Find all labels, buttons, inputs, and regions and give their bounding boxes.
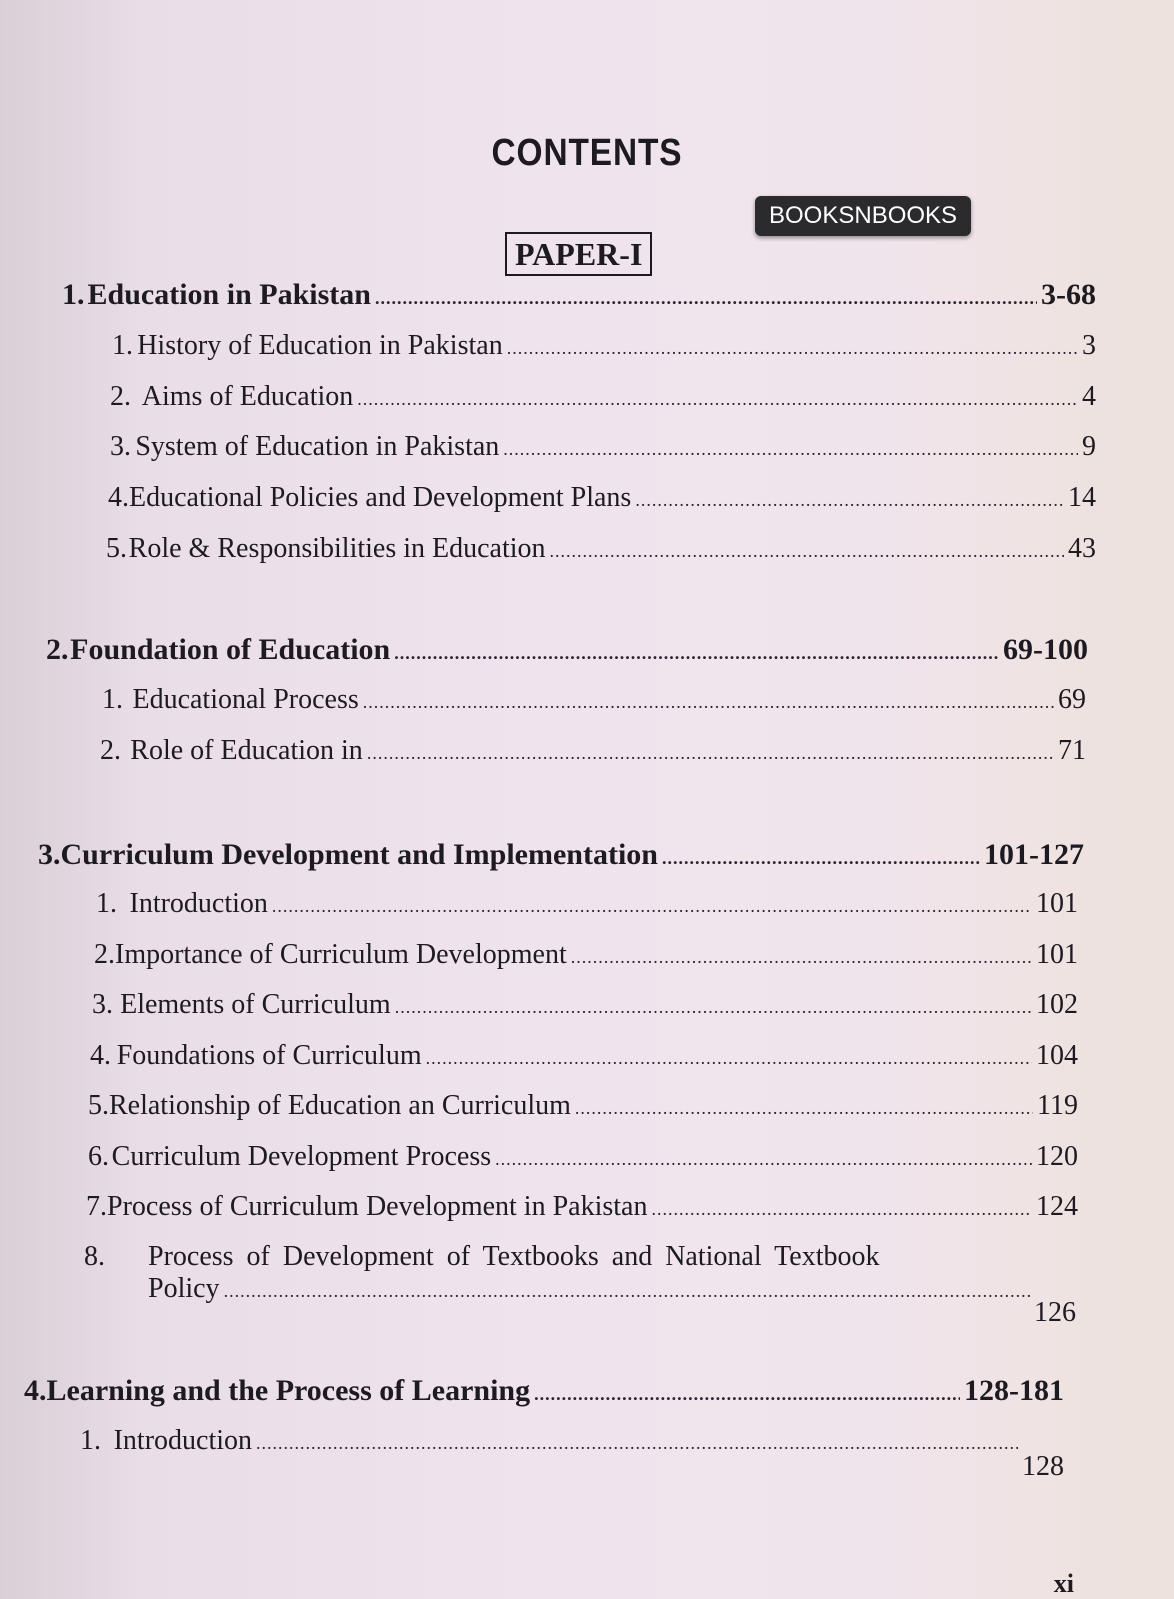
item-title: Foundations of Curriculum [116, 1040, 422, 1071]
leader-dots [272, 896, 1032, 917]
chapter-pages: 69-100 [1003, 633, 1088, 666]
watermark-badge: BOOKSNBOOKS [755, 196, 971, 236]
item-page: 71 [1058, 735, 1086, 766]
item-title: History of Education in Pakistan [137, 330, 503, 361]
chapter-title: Education in Pakistan [87, 278, 371, 311]
leader-dots [571, 947, 1032, 968]
item-number: 3. [110, 431, 131, 462]
item-number: 5. [106, 533, 127, 564]
item-title: Role & Responsibilities in Education [128, 533, 546, 564]
leader-dots [395, 997, 1032, 1018]
leader-dots [534, 1384, 960, 1405]
chapter-number: 2. [46, 633, 69, 666]
item-number: 4. [90, 1040, 111, 1071]
toc-item[interactable] [88, 1090, 1078, 1122]
item-page: 101 [1036, 939, 1078, 970]
item-page: 119 [1037, 1090, 1078, 1121]
toc-item[interactable] [106, 533, 1096, 565]
item-page: 124 [1036, 1191, 1078, 1222]
toc-item[interactable] [90, 1040, 1078, 1072]
leader-dots [503, 439, 1078, 460]
item-page: 14 [1068, 482, 1096, 513]
toc-item[interactable] [96, 888, 1078, 920]
page-title: CONTENTS [491, 132, 683, 174]
item-title-line-2: Policy [148, 1273, 220, 1304]
item-title: Process of Curriculum Development in Pakistan [107, 1191, 648, 1222]
item-number: 6. [88, 1141, 109, 1172]
item-number: 4. [108, 482, 129, 513]
item-title: Role of Education in [130, 735, 363, 766]
chapter-pages: 101-127 [984, 838, 1084, 871]
item-title: Relationship of Education an Curriculum [109, 1090, 571, 1121]
chapter-title: Curriculum Development and Implementation [60, 838, 658, 871]
leader-dots [394, 643, 999, 664]
leader-dots [426, 1048, 1032, 1069]
leader-dots [224, 1281, 1030, 1302]
leader-dots [375, 288, 1037, 309]
item-number: 2. [94, 939, 115, 970]
toc-item[interactable] [112, 330, 1096, 362]
leader-dots [635, 490, 1064, 511]
leader-dots [651, 1199, 1032, 1220]
paper-heading: PAPER-I [505, 232, 652, 276]
leader-dots [550, 541, 1064, 562]
item-title: Introduction [129, 888, 268, 919]
item-number: 1. [80, 1425, 101, 1456]
item-number: 1. [96, 888, 117, 919]
item-number: 7. [86, 1191, 107, 1222]
leader-dots [363, 692, 1054, 713]
item-page: 9 [1082, 431, 1096, 462]
leader-dots [357, 389, 1078, 410]
item-title: Curriculum Development Process [111, 1141, 492, 1172]
item-page: 102 [1036, 989, 1078, 1020]
chapter-pages: 3-68 [1041, 278, 1096, 311]
item-title: Importance of Curriculum Development [115, 939, 567, 970]
item-number: 2. [110, 381, 131, 412]
toc-item[interactable] [100, 735, 1086, 767]
item-page: 126 [1034, 1297, 1076, 1328]
item-page: 3 [1082, 330, 1096, 361]
item-number: 2. [100, 735, 121, 766]
item-number: 1. [112, 330, 133, 361]
item-number: 1. [102, 684, 123, 715]
item-page: 43 [1068, 533, 1096, 564]
item-title: Educational Process [132, 684, 359, 715]
item-page: 4 [1082, 381, 1096, 412]
chapter-3-entry[interactable] [38, 838, 1084, 872]
chapter-pages: 128-181 [964, 1374, 1064, 1407]
leader-dots [495, 1149, 1032, 1170]
item-page: 120 [1036, 1141, 1078, 1172]
page-number: xi [1053, 1569, 1074, 1598]
leader-dots [575, 1098, 1033, 1119]
toc-item[interactable] [80, 1425, 1064, 1482]
toc-item[interactable] [94, 939, 1078, 971]
chapter-1-entry[interactable] [62, 278, 1096, 312]
item-number: 8. [84, 1241, 105, 1272]
item-title: Aims of Education [141, 381, 354, 412]
chapter-number: 4. [24, 1374, 47, 1407]
chapter-2-entry[interactable] [46, 633, 1088, 667]
item-title-line-1: Process of Development of Textbooks and National Textbook [148, 1241, 880, 1272]
item-page: 128 [1022, 1451, 1064, 1482]
toc-item[interactable] [88, 1141, 1078, 1173]
leader-dots [367, 743, 1054, 764]
chapter-title: Learning and the Process of Learning [46, 1374, 531, 1407]
item-page: 101 [1036, 888, 1078, 919]
item-title: Elements of Curriculum [120, 989, 391, 1020]
chapter-title: Foundation of Education [70, 633, 391, 666]
item-page: 104 [1036, 1040, 1078, 1071]
toc-item[interactable] [92, 989, 1078, 1021]
toc-item[interactable] [102, 684, 1086, 716]
chapter-4-entry[interactable] [24, 1374, 1064, 1408]
leader-dots [507, 338, 1078, 359]
chapter-number: 1. [62, 278, 85, 311]
chapter-number: 3. [38, 838, 61, 871]
leader-dots [662, 848, 980, 869]
toc-item[interactable] [108, 482, 1096, 514]
item-page: 69 [1058, 684, 1086, 715]
toc-item[interactable] [110, 431, 1096, 463]
toc-item[interactable] [110, 381, 1096, 413]
toc-item[interactable] [86, 1191, 1078, 1223]
item-title: Educational Policies and Development Plans [129, 482, 632, 513]
item-title: Introduction [113, 1425, 253, 1456]
item-number: 3. [92, 989, 113, 1020]
item-title-line-2-row [148, 1273, 1076, 1328]
item-title: System of Education in Pakistan [135, 431, 500, 462]
leader-dots [256, 1433, 1018, 1454]
item-number: 5. [88, 1090, 109, 1121]
